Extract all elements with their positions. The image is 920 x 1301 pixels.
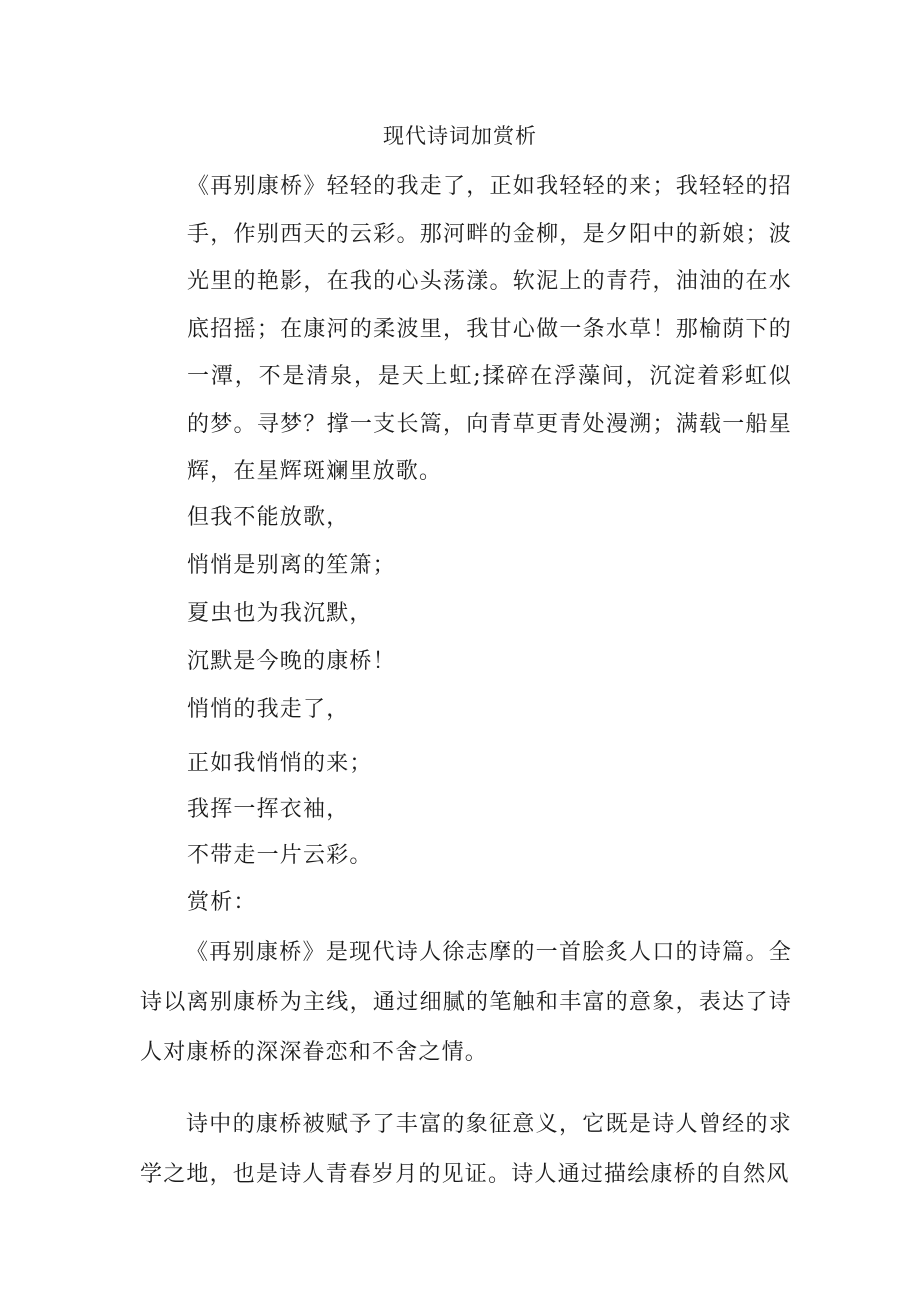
analysis-paragraph: 《再别康桥》是现代诗人徐志摩的一首脍炙人口的诗篇。全诗以离别康桥为主线，通过细腻的笔触和丰富的意象，表达了诗人对康桥的深深眷恋和不舍之情。 bbox=[140, 940, 792, 1065]
poem-line: 悄悄的我走了， bbox=[187, 697, 350, 722]
poem-line: 但我不能放歌， bbox=[187, 505, 350, 530]
poem-line: 正如我悄悄的来； bbox=[187, 751, 373, 776]
analysis-paragraph: 诗中的康桥被赋予了丰富的象征意义，它既是诗人曾经的求学之地，也是诗人青春岁月的见证。诗人通过描绘康桥的自然风 bbox=[140, 1112, 792, 1187]
poem-line: 不带走一片云彩。 bbox=[187, 843, 373, 868]
poem-line: 我挥一挥衣袖， bbox=[187, 797, 350, 822]
poem-line: 夏虫也为我沉默， bbox=[187, 601, 373, 626]
appreciation-label: 赏析： bbox=[187, 890, 257, 915]
poem-line: 悄悄是别离的笙箫； bbox=[187, 553, 396, 578]
poem-line: 沉默是今晚的康桥！ bbox=[187, 649, 396, 674]
page-title: 现代诗词加赏析 bbox=[383, 124, 537, 148]
poem-paragraph: 《再别康桥》轻轻的我走了，正如我轻轻的来；我轻轻的招手，作别西天的云彩。那河畔的金柳，是夕阳中的新娘；波光里的艳影，在我的心头荡漾。软泥上的青荇，油油的在水底招摇；在康河的柔波里，我甘心做一条水草！那榆荫下的一潭，不是清泉，是天上虹;揉碎在浮藻间，沉淀着彩虹似的梦。寻梦？撑一支长篙，向青草更青处漫溯；满载一船星辉，在星辉斑斓里放歌。 bbox=[187, 174, 792, 484]
